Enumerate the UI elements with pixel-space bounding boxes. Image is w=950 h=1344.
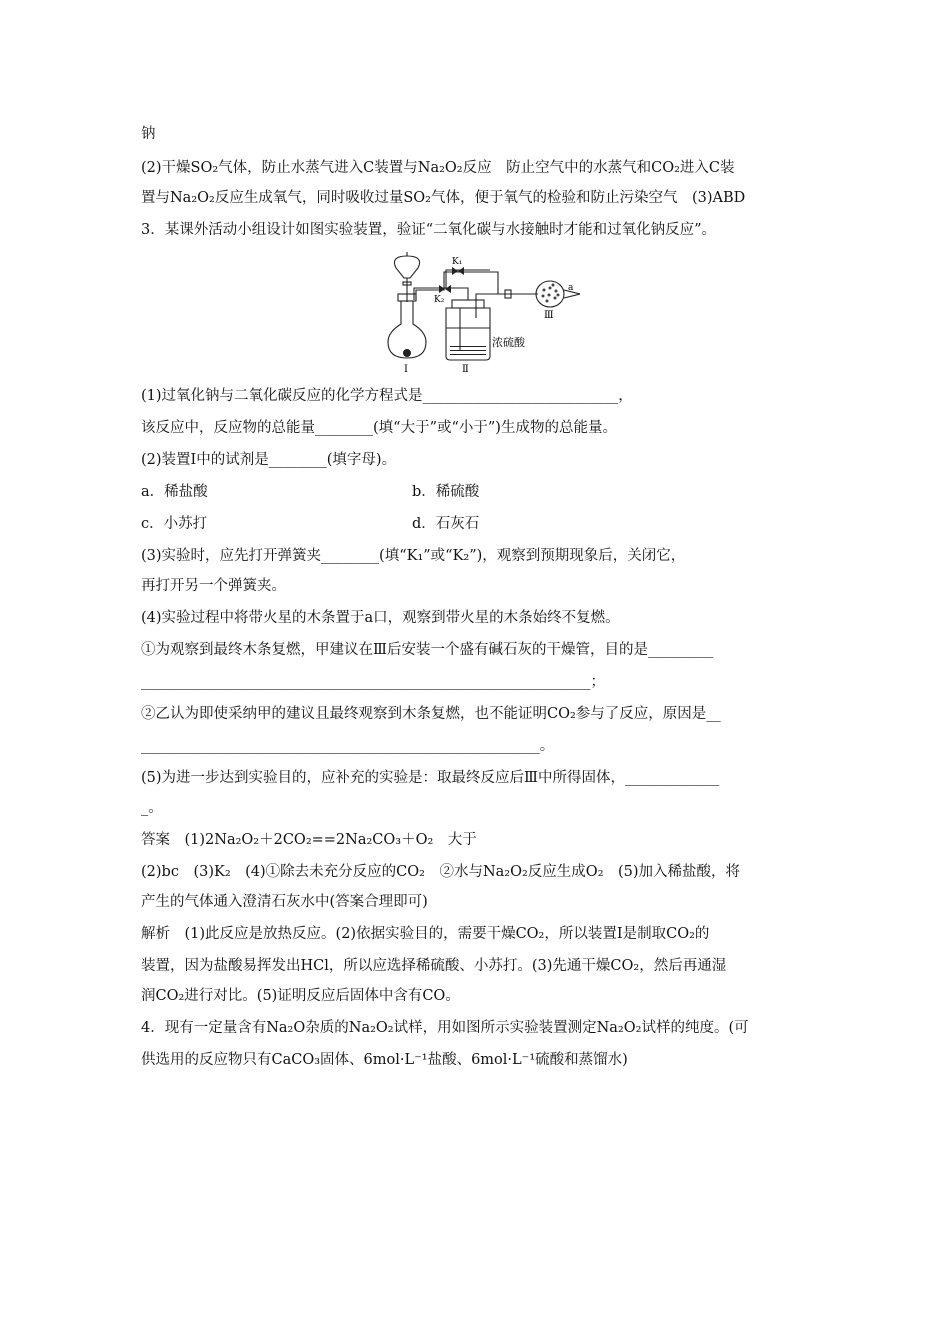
text-line: (2)装置Ⅰ中的试剂是________(填字母)。	[141, 452, 397, 468]
text-line: (1)过氧化钠与二氧化碳反应的化学方程式是___________________________，	[141, 388, 633, 404]
question-4-stem: 4．现有一定量含有Na₂O杂质的Na₂O₂试样，用如图所示实验装置测定Na₂O₂试样的纯度。(可	[141, 1020, 749, 1036]
answer-line: 答案 (1)2Na₂O₂＋2CO₂==2Na₂CO₃＋O₂ 大于	[141, 832, 477, 848]
text-line: _。	[141, 800, 163, 816]
stopper-II	[452, 300, 484, 308]
answer-line: (2)bc (3)K₂ (4)①除去未充分反应的CO₂ ②水与Na₂O₂反应生成O₂ (5)加入稀盐酸，将	[141, 864, 741, 880]
option-a: a．稀盐酸	[141, 484, 208, 500]
text-line: 该反应中，反应物的总能量________(填“大于”或“小于”)生成物的总能量。	[141, 420, 617, 436]
text-line: _______________________________________________________。	[141, 738, 555, 754]
label-III: Ⅲ	[544, 310, 554, 321]
analysis-line: 装置，因为盐酸易挥发出HCl，所以应选择稀硫酸、小苏打。(3)先通干燥CO₂，然后再通湿	[141, 958, 727, 974]
option-d: d．石灰石	[412, 516, 480, 532]
text-line: 供选用的反应物只有CaCO₃固体、6mol·L⁻¹盐酸、6mol·L⁻¹硫酸和蒸馏水)	[141, 1052, 628, 1068]
answer-line: 产生的气体通入澄清石灰水中(答案合理即可)	[141, 894, 428, 910]
apparatus-diagram	[380, 250, 580, 375]
analysis-line: 润CO₂进行对比。(5)证明反应后固体中含有CO。	[141, 988, 460, 1004]
text-line: (2)干燥SO₂气体，防止水蒸气进入C装置与Na₂O₂反应 防止空气中的水蒸气和CO₂进入C装	[141, 160, 735, 176]
separatory-funnel	[394, 256, 419, 278]
text-line: (5)为进一步达到实验目的，应补充的实验是：取最终反应后Ⅲ中所得固体，_____________	[141, 770, 720, 786]
analysis-line: 解析 (1)此反应是放热反应。(2)依据实验目的，需要干燥CO₂，所以装置Ⅰ是制取CO₂的	[141, 926, 710, 942]
text-line: ②乙认为即使采纳甲的建议且最终观察到木条复燃，也不能证明CO₂参与了反应，原因是__	[141, 706, 721, 722]
option-c: c．小苏打	[141, 516, 208, 532]
text-line: 置与Na₂O₂反应生成氧气，同时吸收过量SO₂气体，便于氧气的检验和防止污染空气 (3)ABD	[141, 190, 746, 206]
label-k1: K₁	[452, 257, 463, 267]
question-3-stem: 3．某课外活动小组设计如图实验装置，验证“二氧化碳与水接触时才能和过氧化钠反应”。	[141, 222, 717, 238]
text-line: 钠	[141, 126, 156, 142]
bottle-II	[446, 308, 490, 360]
label-conc-sulfuric-acid: 浓硫酸	[492, 336, 525, 349]
label-k2: K₂	[434, 295, 445, 305]
text-line: 再打开另一个弹簧夹。	[141, 578, 286, 594]
text-line: (3)实验时，应先打开弹簧夹________(填“K₁”或“K₂”)，观察到预期现象后，关闭它，	[141, 548, 686, 564]
label-I: Ⅰ	[404, 364, 408, 375]
text-line: (4)实验过程中将带火星的木条置于a口，观察到带火星的木条始终不复燃。	[141, 610, 620, 626]
option-b: b．稀硫酸	[412, 484, 480, 500]
label-II: Ⅱ	[462, 364, 469, 375]
text-line: ______________________________________________________________；	[141, 674, 605, 690]
text-line: ①为观察到最终木条复燃，甲建议在Ⅲ后安装一个盛有碱石灰的干燥管，目的是_________	[141, 642, 714, 658]
label-port-a: a	[568, 283, 574, 293]
